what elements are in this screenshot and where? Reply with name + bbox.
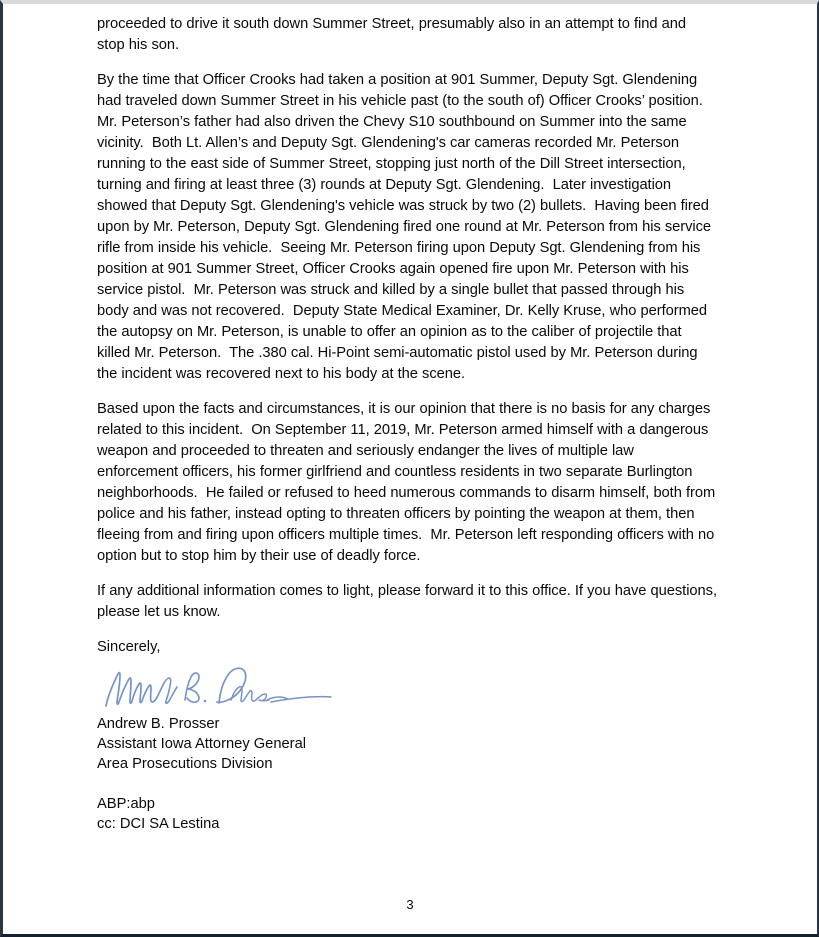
typist-initials: ABP:abp <box>97 796 155 812</box>
signer-title: Assistant Iowa Attorney General <box>97 736 306 752</box>
signer-name: Andrew B. Prosser <box>97 716 220 732</box>
page-number: 3 <box>406 897 414 912</box>
paragraph-2: By the time that Officer Crooks had taken a position at 901 Summer, Deputy Sgt. Glendening had traveled down Summer Street in his vehicle past (to the south of) Officer Crooks’ position. Mr. Peterson’s father had also driven the Chevy S10 southbound on Summer into the same vicinity. Both Lt. Allen’s and Deputy Sgt. Glendening's car cameras recorded Mr. Peterson running to the east side of Summer Street, stopping just north of the Dill Street intersection, turning and firing at least three (3) rounds at Deputy Sgt. Glendening. Later investigation showed that Deputy Sgt. Glendening's vehicle was struck by two (2) bullets. Having been fired upon by Mr. Peterson, Deputy Sgt. Glendening fired one round at Mr. Peterson from his service rifle from inside his vehicle. Seeing Mr. Peterson firing upon Deputy Sgt. Glendening from his position at 901 Summer Street, Officer Crooks again opened fire upon Mr. Peterson with his service pistol. Mr. Peterson was struck and killed by a single bullet that passed through his body and was not recovered. Deputy State Medical Examiner, Dr. Kelly Kruse, who performed the autopsy on Mr. Peterson, is unable to offer an opinion as to the caliber of projectile that killed Mr. Peterson. The .380 cal. Hi-Point semi-automatic pistol used by Mr. Peterson during the incident was recovered next to his body at the scene. <box>97 72 716 382</box>
paragraph-3: Based upon the facts and circumstances, it is our opinion that there is no basis for any charges related to this incident. On September 11, 2019, Mr. Peterson armed himself with a dangerous weapon and proceeded to threaten and seriously endanger the lives of multiple law enforcement officers, his former girlfriend and countless residents in two separate Burlington neighborhoods. He failed or refused to heed numerous commands to disarm himself, both from police and his father, instead opting to threaten officers by pointing the weapon at them, then fleeing from and firing upon officers multiple times. Mr. Peterson left responding officers with no option but to stop him by their use of deadly force. <box>97 401 720 564</box>
carbon-copy-line: cc: DCI SA Lestina <box>97 816 220 832</box>
reference-block <box>97 794 717 834</box>
closing-salutation: Sincerely, <box>97 639 161 655</box>
paragraph-4: If any additional information comes to light, please forward it to this office. If you have questions, please let us know. <box>97 583 722 620</box>
signature-area <box>97 664 717 714</box>
letter-body <box>97 14 722 834</box>
paragraph-1: proceeded to drive it south down Summer Street, presumably also in an attempt to find and stop his son. <box>97 16 691 53</box>
handwritten-signature-icon <box>99 660 349 712</box>
signer-division: Area Prosecutions Division <box>97 756 273 772</box>
signature-block <box>97 714 717 774</box>
